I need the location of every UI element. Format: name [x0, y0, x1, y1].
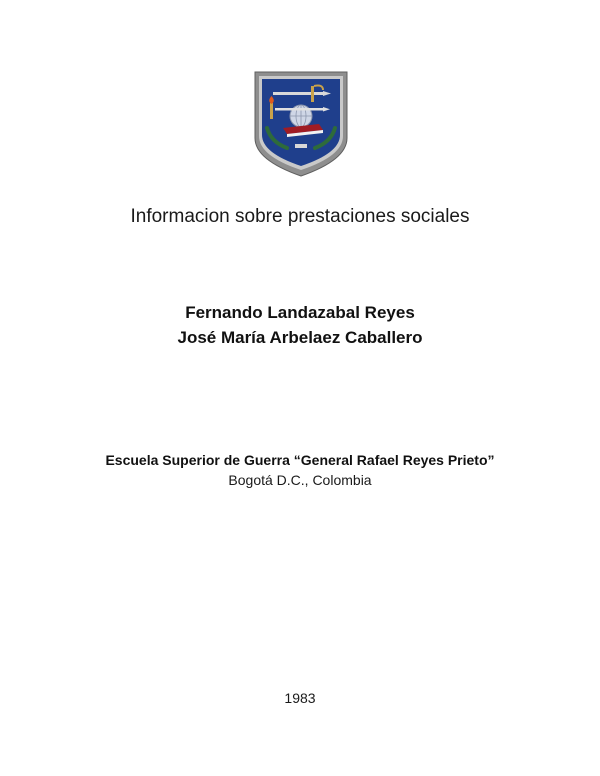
location: Bogotá D.C., Colombia	[228, 472, 372, 488]
author-name: Fernando Landazabal Reyes	[185, 303, 415, 322]
publication-year: 1983	[284, 690, 316, 706]
author-name: José María Arbelaez Caballero	[177, 328, 423, 347]
military-academy-crest-icon	[253, 70, 349, 178]
institution-name: Escuela Superior de Guerra “General Rafael Reyes Prieto”	[105, 452, 495, 468]
document-title: Informacion sobre prestaciones sociales	[130, 206, 470, 227]
